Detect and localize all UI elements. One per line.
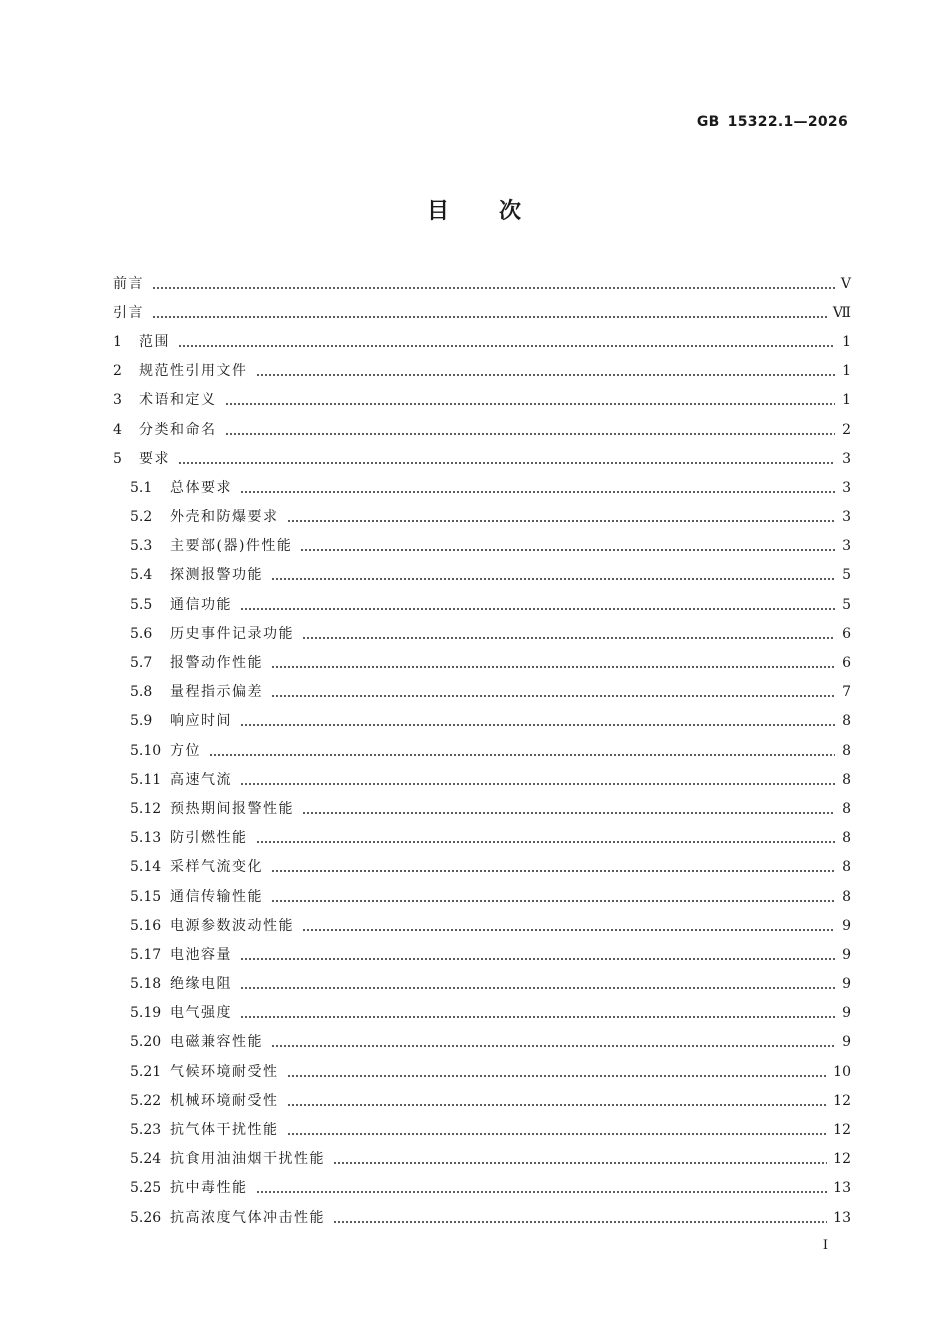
toc-entry-page: 9 bbox=[842, 976, 851, 993]
toc-entry-label: 历史事件记录功能 bbox=[170, 625, 294, 642]
toc-entry[interactable] bbox=[113, 648, 851, 677]
toc-entry-number: 5.11 bbox=[130, 771, 162, 788]
toc-entry-number: 5.26 bbox=[130, 1209, 162, 1226]
title-char-1: 目 bbox=[426, 199, 451, 224]
dot-leader bbox=[152, 278, 835, 292]
toc-entry[interactable] bbox=[113, 678, 851, 707]
toc-entry-page: 8 bbox=[842, 742, 851, 759]
toc-entry-number: 5.14 bbox=[130, 859, 162, 876]
toc-entry-number: 5.19 bbox=[130, 1005, 162, 1022]
toc-entry-number: 5.21 bbox=[130, 1063, 162, 1080]
toc-entry-page: 5 bbox=[842, 567, 851, 584]
toc-entry-page: 7 bbox=[842, 684, 851, 701]
dot-leader bbox=[240, 599, 835, 613]
toc-entry[interactable] bbox=[113, 765, 851, 794]
toc-entry-page: 12 bbox=[833, 1151, 851, 1168]
dot-leader bbox=[240, 774, 835, 788]
toc-entry[interactable] bbox=[113, 853, 851, 882]
toc-entry-page: 8 bbox=[842, 859, 851, 876]
toc-entry-page: 1 bbox=[842, 333, 851, 350]
toc-entry-number: 5.1 bbox=[130, 479, 153, 496]
dot-leader bbox=[209, 745, 835, 759]
toc-entry[interactable] bbox=[113, 882, 851, 911]
toc-entry-label: 绝缘电阻 bbox=[170, 976, 232, 993]
toc-entry[interactable] bbox=[113, 940, 851, 969]
toc-entry[interactable] bbox=[113, 503, 851, 532]
toc-entry-number: 5.25 bbox=[130, 1180, 162, 1197]
toc-entry-label: 抗中毒性能 bbox=[170, 1180, 248, 1197]
toc-entry-page: 9 bbox=[842, 1005, 851, 1022]
toc-entry-number: 5.7 bbox=[130, 655, 153, 672]
standard-number: 15322.1—2026 bbox=[727, 114, 848, 130]
toc-entry-page: 12 bbox=[833, 1092, 851, 1109]
dot-leader bbox=[287, 1095, 828, 1109]
toc-entry-label: 预热期间报警性能 bbox=[170, 800, 294, 817]
toc-entry-label: 通信功能 bbox=[170, 596, 232, 613]
toc-entry-label: 电气强度 bbox=[170, 1005, 232, 1022]
toc-entry-label: 抗食用油油烟干扰性能 bbox=[170, 1151, 325, 1168]
toc-entry-page: 13 bbox=[833, 1209, 851, 1226]
toc-entry-page: 13 bbox=[833, 1180, 851, 1197]
toc-entry[interactable] bbox=[113, 619, 851, 648]
toc-entry-number: 5.3 bbox=[130, 538, 153, 555]
toc-entry[interactable] bbox=[113, 532, 851, 561]
toc-entry-label: 抗高浓度气体冲击性能 bbox=[170, 1209, 325, 1226]
table-of-contents bbox=[113, 269, 851, 1232]
toc-entry-number: 1 bbox=[113, 333, 122, 350]
dot-leader bbox=[256, 832, 836, 846]
dot-leader bbox=[178, 336, 835, 350]
toc-entry-page: 10 bbox=[833, 1063, 851, 1080]
toc-entry-label: 规范性引用文件 bbox=[139, 363, 248, 380]
toc-entry[interactable] bbox=[113, 327, 851, 356]
toc-entry[interactable] bbox=[113, 386, 851, 415]
toc-entry-page: 9 bbox=[842, 1034, 851, 1051]
dot-leader bbox=[287, 511, 836, 525]
toc-entry-number: 5.9 bbox=[130, 713, 153, 730]
toc-entry-page: 5 bbox=[842, 596, 851, 613]
toc-entry[interactable] bbox=[113, 561, 851, 590]
toc-entry[interactable] bbox=[113, 1174, 851, 1203]
toc-entry-page: 9 bbox=[842, 917, 851, 934]
toc-entry-page: 2 bbox=[842, 421, 851, 438]
toc-entry[interactable] bbox=[113, 590, 851, 619]
toc-entry-number: 5.17 bbox=[130, 946, 162, 963]
toc-entry-number: 3 bbox=[113, 392, 122, 409]
toc-entry-page: 8 bbox=[842, 830, 851, 847]
toc-entry-label: 防引燃性能 bbox=[170, 830, 248, 847]
toc-entry[interactable] bbox=[113, 1057, 851, 1086]
toc-entry-number: 5.10 bbox=[130, 742, 162, 759]
dot-leader bbox=[225, 424, 836, 438]
toc-entry-page: 12 bbox=[833, 1122, 851, 1139]
toc-entry-label: 气候环境耐受性 bbox=[170, 1063, 279, 1080]
toc-entry-page: 3 bbox=[842, 479, 851, 496]
toc-entry[interactable] bbox=[113, 707, 851, 736]
dot-leader bbox=[271, 1036, 835, 1050]
dot-leader bbox=[333, 1153, 827, 1167]
toc-entry-page: 1 bbox=[842, 392, 851, 409]
dot-leader bbox=[302, 803, 835, 817]
toc-entry-number: 5.5 bbox=[130, 596, 153, 613]
toc-entry-label: 电池容量 bbox=[170, 946, 232, 963]
toc-entry-label: 引言 bbox=[113, 304, 144, 321]
dot-leader bbox=[287, 1124, 828, 1138]
toc-entry-page: Ⅶ bbox=[832, 304, 851, 321]
toc-entry[interactable] bbox=[113, 444, 851, 473]
toc-entry-number: 5.23 bbox=[130, 1122, 162, 1139]
toc-entry-label: 术语和定义 bbox=[139, 392, 217, 409]
dot-leader bbox=[256, 365, 836, 379]
toc-entry-number: 5.6 bbox=[130, 625, 153, 642]
toc-entry-number: 5 bbox=[113, 450, 122, 467]
dot-leader bbox=[240, 1007, 835, 1021]
toc-entry-page: 8 bbox=[842, 713, 851, 730]
dot-leader bbox=[287, 1066, 828, 1080]
dot-leader bbox=[333, 1212, 827, 1226]
toc-entry-page: V bbox=[840, 275, 851, 292]
toc-entry[interactable] bbox=[113, 1028, 851, 1057]
toc-entry-page: 1 bbox=[842, 363, 851, 380]
toc-entry-number: 5.18 bbox=[130, 976, 162, 993]
toc-entry[interactable] bbox=[113, 269, 851, 298]
toc-entry[interactable] bbox=[113, 1203, 851, 1232]
toc-entry-number: 5.8 bbox=[130, 684, 153, 701]
dot-leader bbox=[240, 715, 835, 729]
toc-entry-label: 分类和命名 bbox=[139, 421, 217, 438]
toc-entry-label: 电源参数波动性能 bbox=[170, 917, 294, 934]
toc-entry-label: 电磁兼容性能 bbox=[170, 1034, 263, 1051]
toc-entry[interactable] bbox=[113, 415, 851, 444]
toc-entry[interactable] bbox=[113, 298, 851, 327]
page-folio: I bbox=[822, 1238, 828, 1253]
toc-entry-number: 5.15 bbox=[130, 888, 162, 905]
toc-entry-label: 高速气流 bbox=[170, 771, 232, 788]
toc-entry-label: 响应时间 bbox=[170, 713, 232, 730]
toc-entry-page: 8 bbox=[842, 771, 851, 788]
toc-entry-page: 3 bbox=[842, 450, 851, 467]
toc-entry-number: 4 bbox=[113, 421, 122, 438]
toc-entry[interactable] bbox=[113, 1086, 851, 1115]
toc-entry-label: 抗气体干扰性能 bbox=[170, 1122, 279, 1139]
dot-leader bbox=[300, 540, 835, 554]
dot-leader bbox=[271, 891, 835, 905]
toc-entry-number: 5.24 bbox=[130, 1151, 162, 1168]
dot-leader bbox=[225, 394, 836, 408]
dot-leader bbox=[240, 978, 835, 992]
standard-code bbox=[697, 114, 848, 130]
toc-entry-label: 探测报警功能 bbox=[170, 567, 263, 584]
toc-entry-label: 方位 bbox=[170, 742, 201, 759]
toc-entry-number: 5.13 bbox=[130, 830, 162, 847]
toc-entry-page: 3 bbox=[842, 509, 851, 526]
toc-entry-label: 外壳和防爆要求 bbox=[170, 509, 279, 526]
toc-entry-page: 8 bbox=[842, 888, 851, 905]
toc-entry-label: 报警动作性能 bbox=[170, 655, 263, 672]
toc-entry-page: 6 bbox=[842, 655, 851, 672]
toc-entry[interactable] bbox=[113, 970, 851, 999]
dot-leader bbox=[271, 861, 835, 875]
dot-leader bbox=[256, 1182, 828, 1196]
dot-leader bbox=[302, 920, 835, 934]
toc-entry-number: 5.20 bbox=[130, 1034, 162, 1051]
toc-entry-label: 前言 bbox=[113, 275, 144, 292]
toc-entry-number: 5.16 bbox=[130, 917, 162, 934]
page-title bbox=[0, 194, 950, 225]
toc-entry-label: 总体要求 bbox=[170, 479, 232, 496]
dot-leader bbox=[240, 482, 835, 496]
toc-entry[interactable] bbox=[113, 999, 851, 1028]
dot-leader bbox=[152, 307, 827, 321]
toc-entry[interactable] bbox=[113, 1115, 851, 1144]
toc-entry-number: 5.4 bbox=[130, 567, 153, 584]
dot-leader bbox=[271, 686, 835, 700]
toc-entry[interactable] bbox=[113, 794, 851, 823]
toc-entry-label: 通信传输性能 bbox=[170, 888, 263, 905]
toc-entry-label: 范围 bbox=[139, 333, 170, 350]
standard-prefix: GB bbox=[696, 114, 720, 130]
dot-leader bbox=[271, 569, 835, 583]
title-char-2: 次 bbox=[499, 199, 524, 224]
toc-entry[interactable] bbox=[113, 911, 851, 940]
toc-entry-number: 5.22 bbox=[130, 1092, 162, 1109]
toc-entry-label: 主要部(器)件性能 bbox=[170, 538, 293, 555]
dot-leader bbox=[178, 453, 835, 467]
toc-entry[interactable] bbox=[113, 357, 851, 386]
dot-leader bbox=[271, 657, 835, 671]
toc-entry[interactable] bbox=[113, 1145, 851, 1174]
toc-entry-page: 8 bbox=[842, 800, 851, 817]
toc-entry-page: 3 bbox=[842, 538, 851, 555]
toc-entry-page: 9 bbox=[842, 946, 851, 963]
toc-entry[interactable] bbox=[113, 736, 851, 765]
toc-entry-label: 量程指示偏差 bbox=[170, 684, 263, 701]
dot-leader bbox=[302, 628, 835, 642]
toc-entry-label: 采样气流变化 bbox=[170, 859, 263, 876]
toc-entry-number: 5.2 bbox=[130, 509, 153, 526]
dot-leader bbox=[240, 949, 835, 963]
toc-entry[interactable] bbox=[113, 473, 851, 502]
toc-entry-number: 5.12 bbox=[130, 800, 162, 817]
toc-entry-label: 要求 bbox=[139, 450, 170, 467]
toc-entry-number: 2 bbox=[113, 363, 122, 380]
toc-entry[interactable] bbox=[113, 824, 851, 853]
toc-entry-label: 机械环境耐受性 bbox=[170, 1092, 279, 1109]
toc-entry-page: 6 bbox=[842, 625, 851, 642]
